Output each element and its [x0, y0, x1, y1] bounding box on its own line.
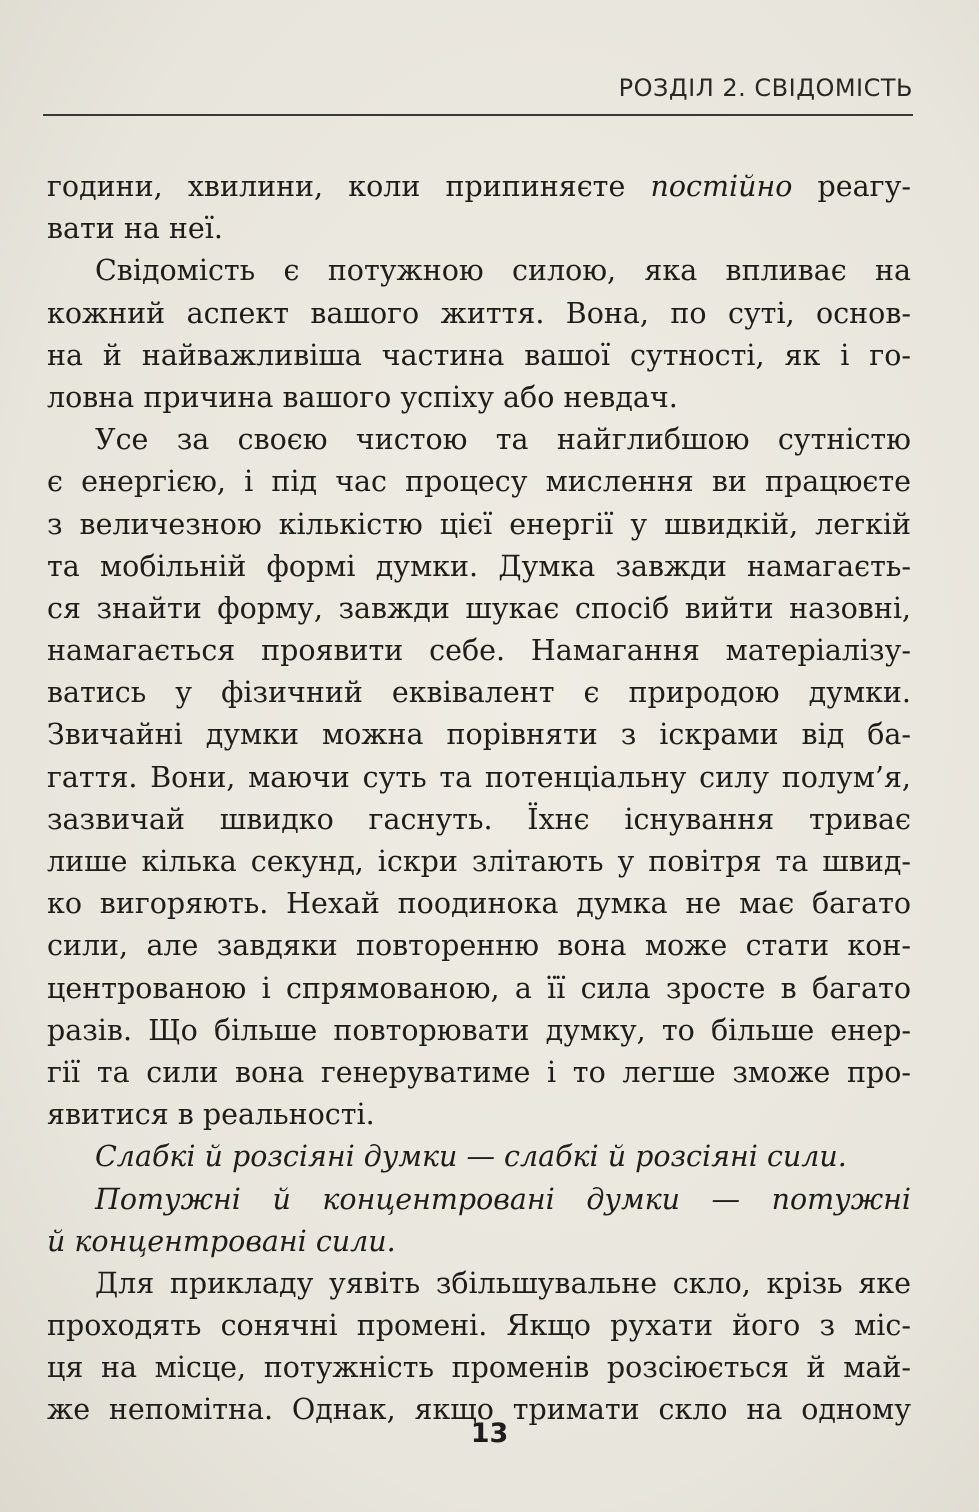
italic-text: й концентровані сили. — [47, 1224, 396, 1258]
text-line — [47, 588, 911, 630]
text-segment: Для прикладу уявіть збільшувальне скло, крізь яке — [95, 1266, 911, 1300]
text-line — [47, 1347, 911, 1389]
text-segment: ся знайти форму, завжди шукає спосіб вийти назовні, — [47, 591, 911, 625]
text-segment: же непомітна. Однак, якщо тримати скло на одному — [47, 1393, 911, 1427]
text-line — [47, 293, 911, 335]
text-line — [47, 166, 911, 208]
text-segment: ватись у фізичний еквівалент є природою думки. — [47, 676, 911, 710]
text-segment: ко вигоряють. Нехай поодинока думка не має багато — [47, 887, 911, 921]
text-segment: кожний аспект вашого життя. Вона, по суті, основ- — [47, 296, 911, 330]
text-line — [47, 799, 911, 841]
text-segment: реагу- — [792, 170, 911, 203]
text-segment: з величезною кількістю цієї енергії у швидкій, легкій — [47, 507, 911, 541]
text-segment: вати на неї. — [47, 212, 223, 246]
text-line — [47, 925, 911, 967]
text-line — [47, 1179, 911, 1221]
text-segment: зазвичай швидко гаснуть. Їхнє існування триває — [47, 802, 911, 836]
text-line — [47, 1010, 911, 1052]
text-line — [47, 377, 911, 419]
italic-text: Потужні й концентровані думки — потужні — [95, 1182, 911, 1216]
text-segment: на й найважливіша частина вашої сутності, як і го- — [47, 338, 911, 372]
text-line — [47, 504, 911, 546]
text-segment: проходять сонячні промені. Якщо рухати його з міс- — [47, 1309, 911, 1343]
text-segment: ловна причина вашого успіху або невдач. — [47, 380, 678, 414]
text-line — [47, 672, 911, 714]
text-line — [47, 1136, 911, 1178]
text-segment: лише кілька секунд, іскри злітають у повітря та швид- — [47, 845, 911, 878]
text-line — [47, 250, 911, 292]
text-line — [47, 883, 911, 925]
body-text — [47, 166, 911, 1432]
text-segment: намагається проявити себе. Намагання матеріалізу- — [47, 634, 911, 668]
text-line — [47, 546, 911, 588]
text-line — [47, 968, 911, 1010]
text-line — [47, 1263, 911, 1305]
text-segment: ця на місце, потужність променів розсіюється й май- — [47, 1351, 911, 1385]
page-number: 13 — [470, 1418, 509, 1449]
text-line — [47, 1221, 911, 1263]
text-segment: гії та сили вона генеруватиме і то легше зможе про- — [47, 1055, 911, 1089]
text-segment: години, хвилини, коли припиняєте — [47, 170, 651, 203]
text-segment: гаття. Вони, маючи суть та потенціальну силу полум’я, — [47, 760, 911, 794]
header-rule — [43, 114, 913, 116]
text-line — [47, 208, 911, 250]
text-segment: центрованою і спрямованою, а її сила зросте в багато — [47, 971, 911, 1005]
text-line — [47, 630, 911, 672]
text-line — [47, 335, 911, 377]
text-line — [47, 1094, 911, 1136]
text-segment: явитися в реальності. — [47, 1098, 375, 1132]
text-line — [47, 841, 911, 883]
text-line — [47, 419, 911, 461]
text-segment: сили, але завдяки повторенню вона може стати кон- — [47, 929, 911, 963]
text-line — [47, 1305, 911, 1347]
text-segment: Звичайні думки можна порівняти з іскрами від ба- — [47, 718, 911, 752]
text-segment: та мобільній формі думки. Думка завжди намагаєть- — [47, 549, 911, 583]
italic-text: постійно — [650, 170, 793, 203]
text-line — [47, 461, 911, 503]
text-segment: разів. Що більше повторювати думку, то більше енер- — [47, 1013, 911, 1047]
italic-text: Слабкі й розсіяні думки — слабкі й розсіяні сили. — [95, 1140, 847, 1174]
chapter-title: РОЗДІЛ 2. СВІДОМІСТЬ — [618, 74, 913, 102]
text-line — [47, 714, 911, 756]
text-line — [47, 1052, 911, 1094]
text-segment: є енергією, і під час процесу мислення ви працюєте — [47, 465, 911, 499]
running-head — [43, 74, 913, 124]
text-segment: Усе за своєю чистою та найглибшою сутністю — [95, 423, 911, 457]
text-segment: Свідомість є потужною силою, яка впливає на — [95, 254, 911, 288]
text-line — [47, 757, 911, 799]
